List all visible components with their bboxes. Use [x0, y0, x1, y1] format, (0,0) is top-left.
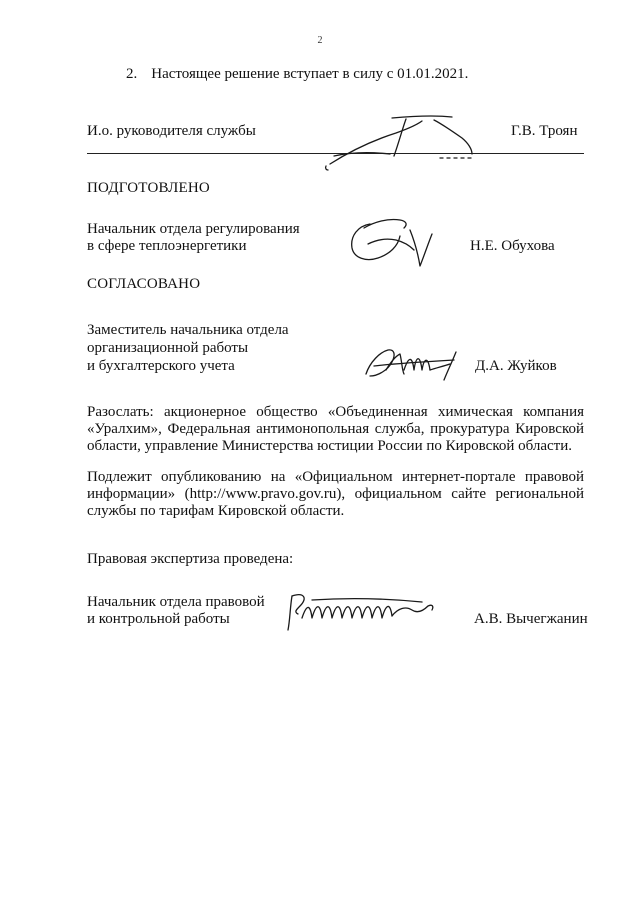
agreed-position-line-2: организационной работы [87, 340, 249, 356]
agreed-signature [360, 340, 470, 384]
legal-name: А.В. Вычегжанин [474, 611, 588, 627]
legal-signature [282, 588, 442, 634]
prepared-signature [340, 210, 440, 272]
prepared-position-line-1: Начальник отдела регулирования [87, 221, 300, 237]
page-number: 2 [317, 35, 323, 46]
agreed-heading: СОГЛАСОВАНО [87, 276, 201, 292]
agreed-position-line-1: Заместитель начальника отдела [87, 322, 289, 338]
agreed-name: Д.А. Жуйков [475, 358, 557, 374]
distribution-paragraph: Разослать: акционерное общество «Объединенная химическая компания «Уралхим», Федеральная антимонопольная служба, прокуратура Кировской области, управление Министерства юстиции России по Кировской области. [87, 404, 584, 454]
head-position: И.о. руководителя службы [87, 123, 256, 139]
clause-2 [126, 66, 468, 83]
legal-position-line-2: и контрольной работы [87, 611, 230, 627]
legal-position-line-1: Начальник отдела правовой [87, 594, 265, 610]
prepared-heading: ПОДГОТОВЛЕНО [87, 180, 210, 196]
clause-text: Настоящее решение вступает в силу с 01.01.2021. [151, 66, 469, 82]
prepared-position-line-2: в сфере теплоэнергетики [87, 238, 247, 254]
agreed-position-line-3: и бухгалтерского учета [87, 358, 235, 374]
publication-paragraph: Подлежит опубликованию на «Официальном интернет-портале правовой информации» (http://www.pravo.gov.ru), официальном сайте региональной службы по тарифам Кировской области. [87, 469, 584, 519]
head-signature [322, 106, 492, 172]
prepared-name: Н.Е. Обухова [470, 238, 555, 254]
clause-number: 2. [126, 66, 138, 82]
head-name: Г.В. Троян [511, 123, 578, 139]
legal-review-text: Правовая экспертиза проведена: [87, 551, 294, 567]
